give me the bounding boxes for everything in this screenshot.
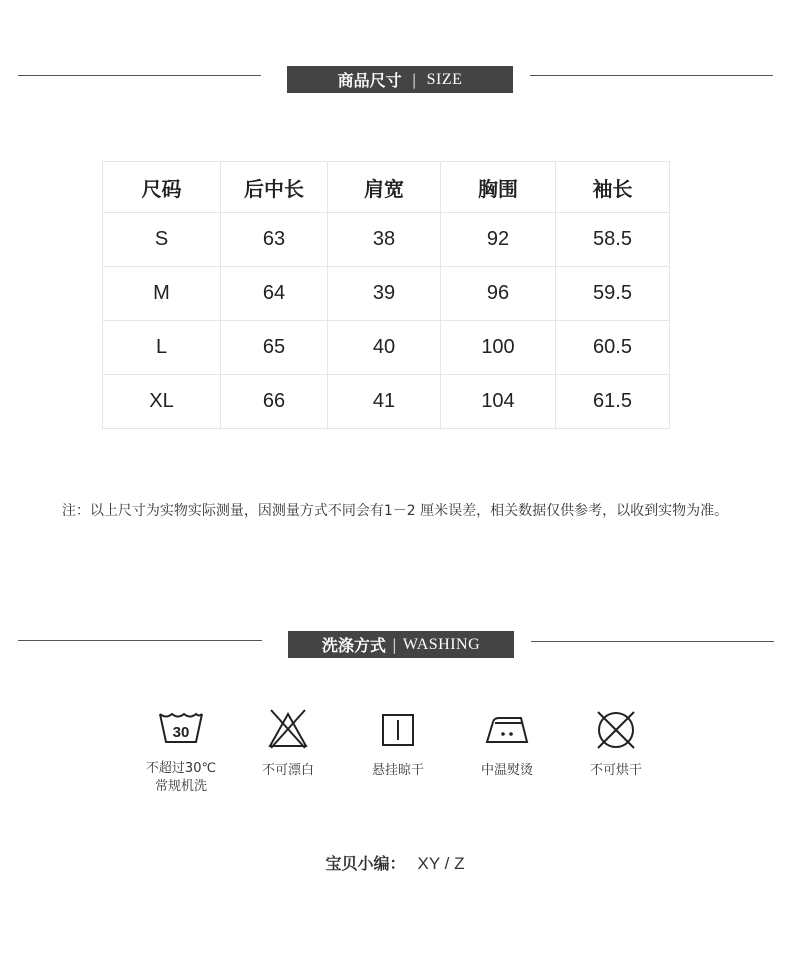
- wash-item-machine-30: [131, 708, 231, 796]
- table-row: [103, 321, 670, 375]
- header-shoulder: 肩宽: [328, 162, 441, 213]
- size-section-banner: [287, 66, 513, 93]
- table-row: [103, 267, 670, 321]
- wash-label-line1: 不可漂白: [261, 763, 314, 778]
- wash-label-line2: 常规机洗: [154, 779, 207, 794]
- washing-title-cn: 洗涤方式: [321, 636, 386, 655]
- table-row: [103, 213, 670, 267]
- back-length-cell: 66: [221, 375, 328, 429]
- wash-label-line1: 不可烘干: [589, 763, 642, 778]
- wash-item-no-tumble-dry: [566, 708, 666, 780]
- size-cell: S: [103, 213, 221, 267]
- no-bleach-icon: [265, 708, 311, 750]
- wash-30-icon: [157, 708, 205, 748]
- sleeve-cell: 60.5: [556, 321, 670, 375]
- wash-label-line1: 悬挂晾干: [371, 763, 424, 778]
- editor-value: XY / Z: [417, 854, 465, 873]
- header-chest: 胸围: [441, 162, 556, 213]
- editor-label: 宝贝小编：: [325, 854, 406, 873]
- washing-title-separator: |: [391, 635, 397, 654]
- wash-item-hang-dry: [348, 712, 448, 780]
- no-tumble-dry-icon: [594, 708, 638, 752]
- wash-temperature-text: 30: [172, 724, 190, 741]
- header-sleeve: 袖长: [556, 162, 670, 213]
- wash-item-medium-iron: [457, 714, 557, 780]
- size-divider-right: [530, 75, 773, 76]
- table-row: [103, 375, 670, 429]
- hang-dry-icon: [380, 712, 416, 748]
- size-table: [102, 161, 670, 429]
- sleeve-cell: 58.5: [556, 213, 670, 267]
- wash-label-line1: 不超过30℃: [145, 761, 217, 776]
- sleeve-cell: 59.5: [556, 267, 670, 321]
- editor-credit: [0, 851, 790, 874]
- sleeve-cell: 61.5: [556, 375, 670, 429]
- size-title-cn: 商品尺寸: [337, 71, 402, 90]
- chest-cell: 100: [441, 321, 556, 375]
- back-length-cell: 64: [221, 267, 328, 321]
- back-length-cell: 65: [221, 321, 328, 375]
- shoulder-cell: 40: [328, 321, 441, 375]
- back-length-cell: 63: [221, 213, 328, 267]
- shoulder-cell: 39: [328, 267, 441, 321]
- shoulder-cell: 38: [328, 213, 441, 267]
- size-title-en: SIZE: [426, 70, 463, 88]
- size-table-header-row: [103, 162, 670, 213]
- chest-cell: 104: [441, 375, 556, 429]
- washing-divider-right: [531, 641, 774, 642]
- wash-item-no-bleach: [238, 708, 338, 780]
- size-cell: XL: [103, 375, 221, 429]
- size-title-separator: |: [411, 70, 417, 89]
- size-divider-left: [18, 75, 261, 76]
- shoulder-cell: 41: [328, 375, 441, 429]
- chest-cell: 92: [441, 213, 556, 267]
- washing-divider-left: [18, 640, 262, 641]
- wash-label-line1: 中温熨烫: [480, 763, 533, 778]
- header-size: 尺码: [103, 162, 221, 213]
- washing-section-banner: [288, 631, 514, 658]
- chest-cell: 96: [441, 267, 556, 321]
- header-back-length: 后中长: [221, 162, 328, 213]
- measurement-note: 注：以上尺寸为实物实际测量，因测量方式不同会有1－2 厘米误差，相关数据仅供参考，以收到实物为准。: [61, 503, 729, 519]
- medium-iron-icon: [483, 714, 531, 746]
- washing-title-en: WASHING: [402, 635, 481, 653]
- size-cell: L: [103, 321, 221, 375]
- size-cell: M: [103, 267, 221, 321]
